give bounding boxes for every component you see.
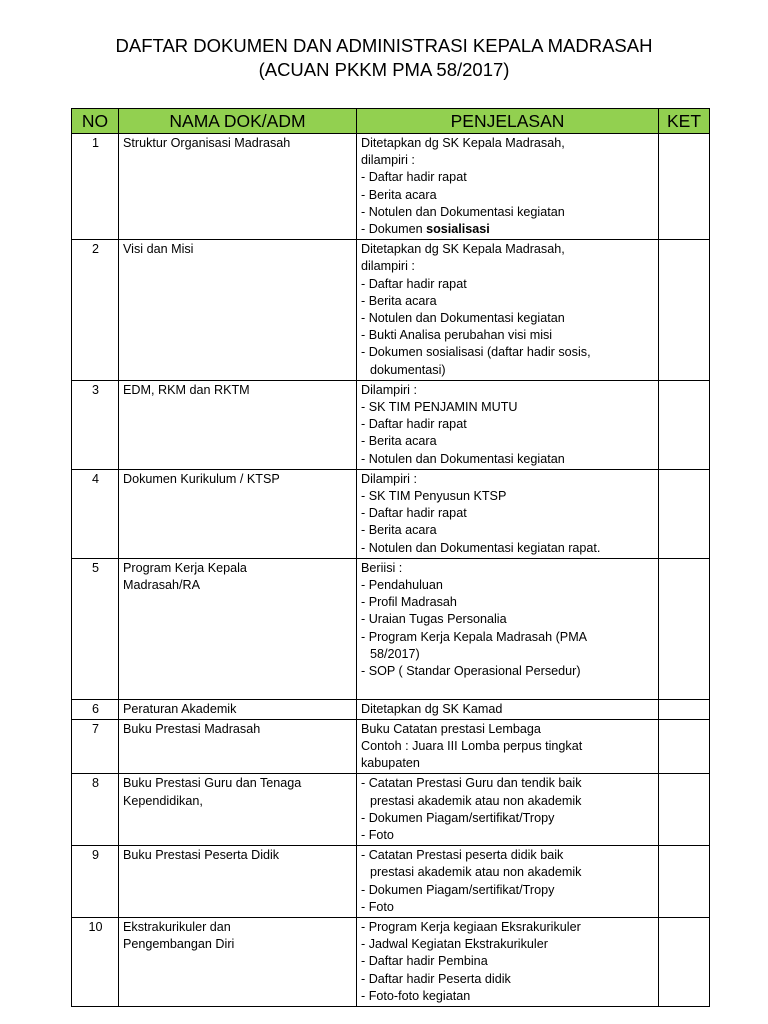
table-row: [72, 846, 710, 918]
header-penjelasan: PENJELASAN: [357, 109, 659, 134]
nama-line: Program Kerja Kepala: [123, 560, 247, 575]
penjelasan-line: [361, 793, 655, 810]
penjelasan-text: - Daftar hadir rapat: [361, 170, 467, 185]
nama-line: Madrasah/RA: [123, 578, 200, 593]
row-penjelasan: [357, 917, 659, 1006]
row-number: 1: [72, 134, 119, 240]
penjelasan-text: - Berita acara: [361, 187, 437, 202]
nama-line: Dokumen Kurikulum / KTSP: [123, 471, 280, 486]
row-number: 2: [72, 240, 119, 381]
penjelasan-line: [361, 362, 655, 379]
penjelasan-text: Dilampiri :: [361, 471, 417, 486]
nama-line: Buku Prestasi Guru dan Tenaga: [123, 776, 302, 791]
document-title: [0, 34, 768, 82]
penjelasan-text: - Foto-foto kegiatan: [361, 988, 471, 1003]
penjelasan-text: Ditetapkan dg SK Kepala Madrasah,: [361, 242, 565, 257]
row-penjelasan: [357, 134, 659, 240]
nama-line: Buku Prestasi Madrasah: [123, 721, 261, 736]
penjelasan-text: - SOP ( Standar Operasional Persedur): [361, 664, 581, 679]
penjelasan-text: - Catatan Prestasi peserta didik baik: [361, 848, 564, 863]
row-ket: [659, 380, 710, 469]
header-ket: KET: [659, 109, 710, 134]
penjelasan-text: - Daftar hadir Peserta didik: [361, 971, 511, 986]
row-nama: [119, 134, 357, 240]
penjelasan-line: [361, 451, 655, 468]
penjelasan-line: [361, 899, 655, 916]
row-number: 10: [72, 917, 119, 1006]
penjelasan-text: dokumentasi): [370, 362, 446, 377]
penjelasan-line: [361, 382, 655, 399]
row-ket: [659, 240, 710, 381]
penjelasan-text: - Dokumen sosialisasi (daftar hadir sosis,: [361, 345, 591, 360]
table-row: [72, 134, 710, 240]
row-ket: [659, 469, 710, 558]
table-row: [72, 917, 710, 1006]
row-penjelasan: [357, 469, 659, 558]
penjelasan-line: [361, 187, 655, 204]
penjelasan-line: [361, 169, 655, 186]
row-number: 5: [72, 558, 119, 699]
penjelasan-text: prestasi akademik atau non akademik: [370, 793, 582, 808]
penjelasan-text: - Notulen dan Dokumentasi kegiatan: [361, 451, 565, 466]
document-table: [71, 108, 710, 1007]
penjelasan-text: - Notulen dan Dokumentasi kegiatan rapat.: [361, 540, 601, 555]
row-penjelasan: [357, 558, 659, 699]
penjelasan-line: [361, 919, 655, 936]
penjelasan-text: - Dokumen Piagam/sertifikat/Tropy: [361, 882, 555, 897]
header-no: NO: [72, 109, 119, 134]
penjelasan-text: Beriisi :: [361, 560, 403, 575]
penjelasan-line: [361, 344, 655, 361]
penjelasan-text: - SK TIM Penyusun KTSP: [361, 489, 507, 504]
penjelasan-line: [361, 135, 655, 152]
penjelasan-text: - Jadwal Kegiatan Ekstrakurikuler: [361, 937, 548, 952]
penjelasan-line: [361, 416, 655, 433]
penjelasan-text: - SK TIM PENJAMIN MUTU: [361, 400, 518, 415]
penjelasan-text: Contoh : Juara III Lomba perpus tingkat: [361, 738, 583, 753]
header-nama: NAMA DOK/ADM: [119, 109, 357, 134]
title-line-2: (ACUAN PKKM PMA 58/2017): [258, 59, 510, 80]
penjelasan-text: Dilampiri :: [361, 382, 417, 397]
row-ket: [659, 719, 710, 774]
row-ket: [659, 846, 710, 918]
penjelasan-text: - Berita acara: [361, 523, 437, 538]
penjelasan-text: - Catatan Prestasi Guru dan tendik baik: [361, 776, 582, 791]
row-penjelasan: [357, 380, 659, 469]
penjelasan-line: [361, 293, 655, 310]
nama-line: Buku Prestasi Peserta Didik: [123, 848, 280, 863]
penjelasan-line: [361, 680, 655, 697]
nama-line: EDM, RKM dan RKTM: [123, 382, 250, 397]
penjelasan-line: [361, 152, 655, 169]
penjelasan-line: [361, 738, 655, 755]
penjelasan-line: [361, 276, 655, 293]
nama-line: Ekstrakurikuler dan: [123, 919, 231, 934]
table-header-row: [72, 109, 710, 134]
penjelasan-line: [361, 864, 655, 881]
nama-line: Visi dan Misi: [123, 242, 194, 257]
row-number: 8: [72, 774, 119, 846]
penjelasan-text: dilampiri :: [361, 259, 415, 274]
penjelasan-text: - Pendahuluan: [361, 578, 443, 593]
penjelasan-line: [361, 775, 655, 792]
row-number: 3: [72, 380, 119, 469]
penjelasan-text: - Program Kerja kegiaan Eksrakurikuler: [361, 919, 581, 934]
row-nama: [119, 380, 357, 469]
penjelasan-text: 58/2017): [370, 646, 420, 661]
penjelasan-line: [361, 646, 655, 663]
penjelasan-line: [361, 988, 655, 1005]
row-ket: [659, 558, 710, 699]
table-row: [72, 469, 710, 558]
table-row: [72, 240, 710, 381]
penjelasan-line: [361, 258, 655, 275]
penjelasan-line: [361, 971, 655, 988]
penjelasan-line: [361, 953, 655, 970]
penjelasan-text: - Dokumen Piagam/sertifikat/Tropy: [361, 810, 555, 825]
penjelasan-line: [361, 629, 655, 646]
row-penjelasan: [357, 240, 659, 381]
penjelasan-line: [361, 433, 655, 450]
penjelasan-text: - Daftar hadir rapat: [361, 276, 467, 291]
penjelasan-text: - Foto: [361, 899, 394, 914]
penjelasan-line: [361, 721, 655, 738]
penjelasan-line: [361, 241, 655, 258]
table-row: [72, 380, 710, 469]
penjelasan-text: - Profil Madrasah: [361, 595, 457, 610]
row-number: 9: [72, 846, 119, 918]
penjelasan-line: [361, 611, 655, 628]
nama-line: Struktur Organisasi Madrasah: [123, 136, 291, 150]
row-ket: [659, 134, 710, 240]
penjelasan-line: [361, 204, 655, 221]
nama-line: Pengembangan Diri: [123, 937, 235, 952]
row-penjelasan: [357, 774, 659, 846]
row-ket: [659, 699, 710, 719]
title-line-1: DAFTAR DOKUMEN DAN ADMINISTRASI KEPALA MADRASAH: [115, 35, 653, 56]
penjelasan-text: - Berita acara: [361, 434, 437, 449]
penjelasan-text: - Dokumen: [361, 222, 427, 237]
penjelasan-line: [361, 488, 655, 505]
row-number: 7: [72, 719, 119, 774]
penjelasan-line: [361, 936, 655, 953]
row-nama: [119, 719, 357, 774]
penjelasan-text: Buku Catatan prestasi Lembaga: [361, 721, 541, 736]
table-row: [72, 719, 710, 774]
penjelasan-text: - Notulen dan Dokumentasi kegiatan: [361, 204, 565, 219]
penjelasan-text: - Program Kerja Kepala Madrasah (PMA: [361, 629, 588, 644]
penjelasan-line: [361, 810, 655, 827]
row-nama: [119, 558, 357, 699]
penjelasan-text: - Bukti Analisa perubahan visi misi: [361, 328, 553, 343]
penjelasan-line: [361, 505, 655, 522]
penjelasan-line: [361, 221, 655, 238]
nama-line: Kependidikan,: [123, 793, 203, 808]
penjelasan-text: dilampiri :: [361, 153, 415, 168]
penjelasan-line: [361, 882, 655, 899]
row-ket: [659, 774, 710, 846]
row-number: 6: [72, 699, 119, 719]
penjelasan-line: [361, 577, 655, 594]
penjelasan-text: kabupaten: [361, 756, 420, 771]
penjelasan-line: [361, 594, 655, 611]
penjelasan-text: - Foto: [361, 827, 394, 842]
row-penjelasan: [357, 719, 659, 774]
table-row: [72, 699, 710, 719]
penjelasan-text: - Uraian Tugas Personalia: [361, 612, 507, 627]
penjelasan-line: [361, 399, 655, 416]
penjelasan-text: prestasi akademik atau non akademik: [370, 865, 582, 880]
penjelasan-line: [361, 755, 655, 772]
table-row: [72, 558, 710, 699]
row-penjelasan: [357, 699, 659, 719]
penjelasan-text: - Berita acara: [361, 293, 437, 308]
penjelasan-line: [361, 540, 655, 557]
penjelasan-text: - Daftar hadir rapat: [361, 506, 467, 521]
penjelasan-text: - Daftar hadir Pembina: [361, 954, 488, 969]
penjelasan-line: [361, 827, 655, 844]
table-row: [72, 774, 710, 846]
row-penjelasan: [357, 846, 659, 918]
row-ket: [659, 917, 710, 1006]
row-nama: [119, 699, 357, 719]
penjelasan-line: [361, 310, 655, 327]
penjelasan-line: [361, 560, 655, 577]
row-nama: [119, 774, 357, 846]
row-nama: [119, 846, 357, 918]
row-number: 4: [72, 469, 119, 558]
penjelasan-text: Ditetapkan dg SK Kamad: [361, 701, 503, 716]
penjelasan-text: - Daftar hadir rapat: [361, 417, 467, 432]
penjelasan-line: [361, 471, 655, 488]
penjelasan-line: [361, 847, 655, 864]
penjelasan-line: [361, 663, 655, 680]
penjelasan-line: [361, 701, 655, 718]
row-nama: [119, 469, 357, 558]
row-nama: [119, 240, 357, 381]
penjelasan-text: - Notulen dan Dokumentasi kegiatan: [361, 311, 565, 326]
penjelasan-line: [361, 522, 655, 539]
row-nama: [119, 917, 357, 1006]
penjelasan-bold-text: sosialisasi: [426, 222, 490, 237]
nama-line: Peraturan Akademik: [123, 701, 237, 716]
penjelasan-text: Ditetapkan dg SK Kepala Madrasah,: [361, 136, 565, 150]
table-body: [72, 134, 710, 1007]
penjelasan-line: [361, 327, 655, 344]
